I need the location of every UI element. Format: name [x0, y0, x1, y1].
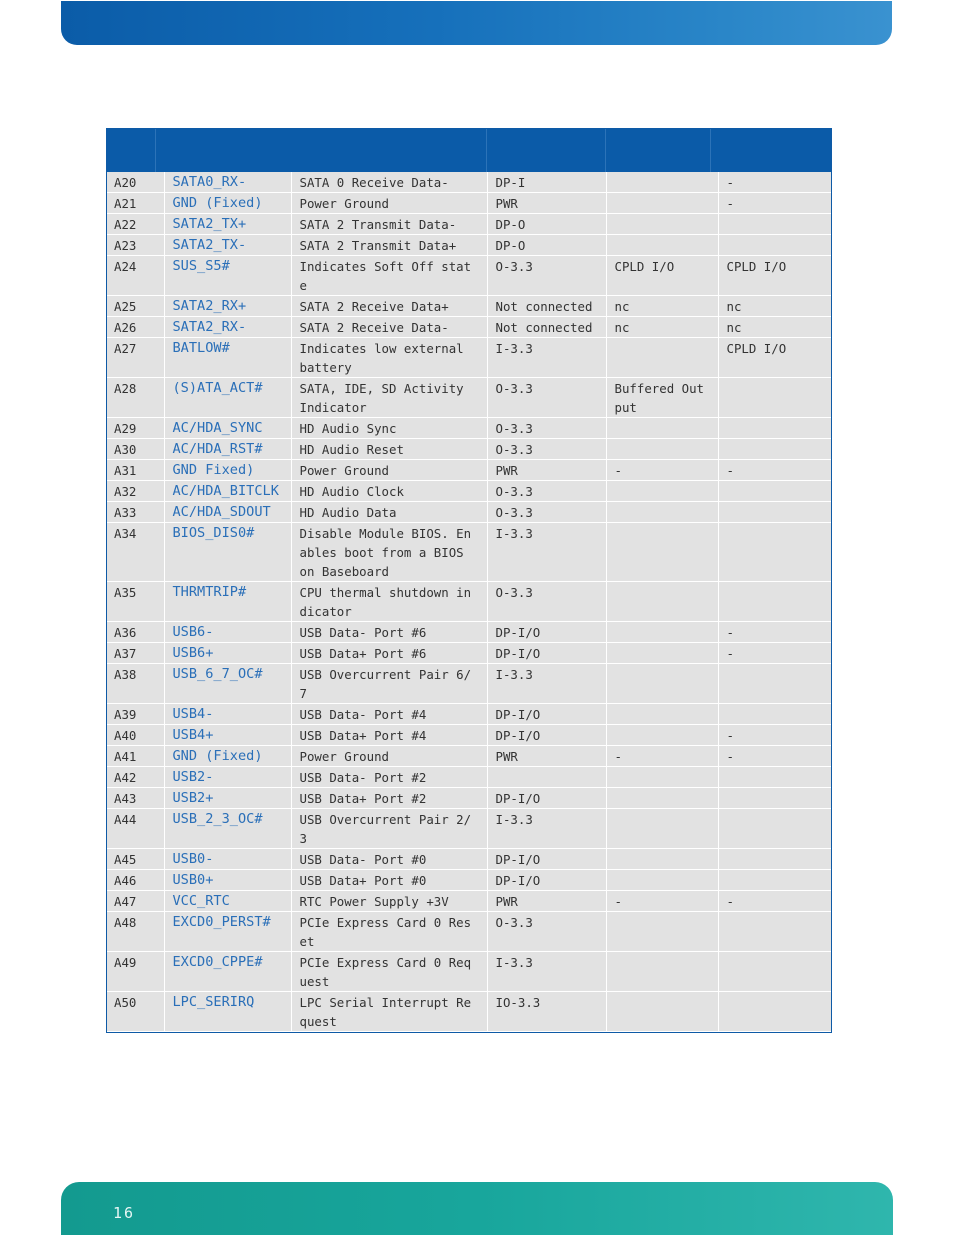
pin-cell: A31	[107, 460, 164, 481]
type-cell: O-3.3	[487, 439, 606, 460]
type-cell: DP-I/O	[487, 704, 606, 725]
col5-cell	[606, 523, 718, 582]
description-cell: Power Ground	[291, 460, 487, 481]
pin-cell: A37	[107, 643, 164, 664]
col6-cell: -	[718, 891, 831, 912]
col5-cell: Buffered Output	[606, 378, 718, 418]
signal-cell: BIOS_DIS0#	[164, 523, 291, 582]
table-row	[107, 891, 831, 912]
signal-cell: AC/HDA_SDOUT	[164, 502, 291, 523]
type-cell: I-3.3	[487, 952, 606, 992]
type-cell: PWR	[487, 891, 606, 912]
description-cell: USB Overcurrent Pair 2/3	[291, 809, 487, 849]
col6-cell	[718, 870, 831, 891]
col6-cell: -	[718, 622, 831, 643]
pin-cell: A44	[107, 809, 164, 849]
signal-cell: AC/HDA_SYNC	[164, 418, 291, 439]
col6-cell	[718, 582, 831, 622]
type-cell: I-3.3	[487, 523, 606, 582]
col6-cell: nc	[718, 296, 831, 317]
table-row	[107, 664, 831, 704]
pin-cell: A26	[107, 317, 164, 338]
description-cell: SATA 2 Receive Data+	[291, 296, 487, 317]
description-cell: RTC Power Supply +3V	[291, 891, 487, 912]
signal-cell: GND (Fixed)	[164, 193, 291, 214]
page-number: 16	[113, 1204, 136, 1222]
description-cell: USB Data+ Port #0	[291, 870, 487, 891]
type-cell: DP-I/O	[487, 849, 606, 870]
type-cell: O-3.3	[487, 582, 606, 622]
col5-cell: -	[606, 460, 718, 481]
table-row	[107, 725, 831, 746]
col6-cell	[718, 481, 831, 502]
signal-cell: USB_6_7_OC#	[164, 664, 291, 704]
signal-cell: EXCD0_PERST#	[164, 912, 291, 952]
description-cell: SATA 2 Receive Data-	[291, 317, 487, 338]
col5-cell	[606, 481, 718, 502]
signal-cell: USB0-	[164, 849, 291, 870]
pin-cell: A43	[107, 788, 164, 809]
signal-cell: USB6-	[164, 622, 291, 643]
type-cell: O-3.3	[487, 502, 606, 523]
pin-cell: A27	[107, 338, 164, 378]
type-cell: IO-3.3	[487, 992, 606, 1032]
table-row	[107, 952, 831, 992]
signal-cell: USB_2_3_OC#	[164, 809, 291, 849]
table-row	[107, 809, 831, 849]
col6-cell: -	[718, 193, 831, 214]
table-row	[107, 992, 831, 1032]
description-cell: USB Data+ Port #6	[291, 643, 487, 664]
pin-cell: A41	[107, 746, 164, 767]
signal-cell: THRMTRIP#	[164, 582, 291, 622]
header-cell-signal	[156, 129, 487, 172]
pin-cell: A20	[107, 172, 164, 193]
table-row	[107, 481, 831, 502]
col5-cell	[606, 704, 718, 725]
table-row	[107, 460, 831, 481]
type-cell: Not connected	[487, 317, 606, 338]
pinout-table	[106, 128, 832, 1033]
table-row	[107, 746, 831, 767]
footer-band	[61, 1182, 893, 1235]
col6-cell	[718, 767, 831, 788]
pin-cell: A45	[107, 849, 164, 870]
col6-cell: -	[718, 725, 831, 746]
signal-cell: SUS_S5#	[164, 256, 291, 296]
type-cell: DP-I	[487, 172, 606, 193]
description-cell: SATA 2 Transmit Data-	[291, 214, 487, 235]
pin-cell: A28	[107, 378, 164, 418]
table-row	[107, 439, 831, 460]
type-cell: DP-I/O	[487, 622, 606, 643]
type-cell: O-3.3	[487, 418, 606, 439]
description-cell: USB Data- Port #2	[291, 767, 487, 788]
description-cell: SATA, IDE, SD Activity Indicator	[291, 378, 487, 418]
col5-cell	[606, 622, 718, 643]
pin-cell: A47	[107, 891, 164, 912]
type-cell: DP-I/O	[487, 643, 606, 664]
description-cell: USB Data- Port #0	[291, 849, 487, 870]
col6-cell	[718, 788, 831, 809]
description-cell: LPC Serial Interrupt Request	[291, 992, 487, 1032]
pin-cell: A22	[107, 214, 164, 235]
col5-cell	[606, 664, 718, 704]
pin-cell: A50	[107, 992, 164, 1032]
pin-cell: A42	[107, 767, 164, 788]
col5-cell	[606, 582, 718, 622]
signal-cell: BATLOW#	[164, 338, 291, 378]
pin-cell: A24	[107, 256, 164, 296]
pin-cell: A40	[107, 725, 164, 746]
description-cell: Power Ground	[291, 746, 487, 767]
col6-cell: CPLD I/O	[718, 338, 831, 378]
signal-cell: USB2+	[164, 788, 291, 809]
col6-cell: -	[718, 172, 831, 193]
table-row	[107, 418, 831, 439]
pin-cell: A36	[107, 622, 164, 643]
signal-cell: USB6+	[164, 643, 291, 664]
description-cell: USB Data+ Port #2	[291, 788, 487, 809]
description-cell: HD Audio Sync	[291, 418, 487, 439]
table-row	[107, 378, 831, 418]
signal-cell: SATA2_RX+	[164, 296, 291, 317]
pin-cell: A29	[107, 418, 164, 439]
type-cell: O-3.3	[487, 256, 606, 296]
signal-cell: SATA2_TX-	[164, 235, 291, 256]
table-row	[107, 256, 831, 296]
col5-cell	[606, 214, 718, 235]
signal-cell: (S)ATA_ACT#	[164, 378, 291, 418]
col6-cell	[718, 664, 831, 704]
table-row	[107, 643, 831, 664]
description-cell: HD Audio Reset	[291, 439, 487, 460]
header-cell-pin	[107, 129, 156, 172]
table-row	[107, 235, 831, 256]
table-row	[107, 172, 831, 193]
type-cell: I-3.3	[487, 338, 606, 378]
pin-cell: A21	[107, 193, 164, 214]
description-cell: Indicates low external battery	[291, 338, 487, 378]
table-row	[107, 193, 831, 214]
signal-cell: SATA2_TX+	[164, 214, 291, 235]
pin-cell: A34	[107, 523, 164, 582]
table-row	[107, 704, 831, 725]
type-cell: O-3.3	[487, 481, 606, 502]
signal-cell: LPC_SERIRQ	[164, 992, 291, 1032]
col5-cell	[606, 809, 718, 849]
col6-cell	[718, 849, 831, 870]
col5-cell	[606, 725, 718, 746]
col5-cell	[606, 338, 718, 378]
type-cell: PWR	[487, 193, 606, 214]
table-header	[107, 129, 831, 172]
table-row	[107, 788, 831, 809]
pin-cell: A48	[107, 912, 164, 952]
col6-cell: nc	[718, 317, 831, 338]
col6-cell: -	[718, 643, 831, 664]
description-cell: SATA 0 Receive Data-	[291, 172, 487, 193]
signal-cell: USB4+	[164, 725, 291, 746]
type-cell: O-3.3	[487, 378, 606, 418]
col5-cell: -	[606, 746, 718, 767]
table-row	[107, 912, 831, 952]
col5-cell	[606, 992, 718, 1032]
col5-cell	[606, 418, 718, 439]
type-cell: Not connected	[487, 296, 606, 317]
table-row	[107, 849, 831, 870]
description-cell: USB Overcurrent Pair 6/7	[291, 664, 487, 704]
pin-cell: A49	[107, 952, 164, 992]
description-cell: USB Data+ Port #4	[291, 725, 487, 746]
type-cell: DP-I/O	[487, 725, 606, 746]
col6-cell	[718, 704, 831, 725]
pinout-table-body	[107, 172, 831, 1032]
col6-cell	[718, 992, 831, 1032]
col5-cell	[606, 643, 718, 664]
description-cell: Disable Module BIOS. Enables boot from a BIOS on Baseboard	[291, 523, 487, 582]
col6-cell	[718, 952, 831, 992]
col6-cell: -	[718, 460, 831, 481]
col6-cell	[718, 912, 831, 952]
type-cell: DP-I/O	[487, 870, 606, 891]
col5-cell	[606, 439, 718, 460]
pin-cell: A46	[107, 870, 164, 891]
col5-cell	[606, 767, 718, 788]
description-cell: SATA 2 Transmit Data+	[291, 235, 487, 256]
col5-cell: nc	[606, 317, 718, 338]
description-cell: HD Audio Data	[291, 502, 487, 523]
type-cell: PWR	[487, 746, 606, 767]
signal-cell: AC/HDA_BITCLK	[164, 481, 291, 502]
table-row	[107, 582, 831, 622]
header-cell-col5	[606, 129, 711, 172]
table-row	[107, 214, 831, 235]
pin-cell: A35	[107, 582, 164, 622]
signal-cell: GND (Fixed)	[164, 746, 291, 767]
col5-cell	[606, 870, 718, 891]
signal-cell: USB4-	[164, 704, 291, 725]
col6-cell	[718, 378, 831, 418]
pin-cell: A38	[107, 664, 164, 704]
col5-cell	[606, 502, 718, 523]
signal-cell: SATA2_RX-	[164, 317, 291, 338]
col6-cell	[718, 418, 831, 439]
signal-cell: USB2-	[164, 767, 291, 788]
pin-cell: A32	[107, 481, 164, 502]
signal-cell: GND Fixed)	[164, 460, 291, 481]
header-band	[61, 1, 892, 45]
pin-cell: A33	[107, 502, 164, 523]
table-row	[107, 523, 831, 582]
description-cell: USB Data- Port #6	[291, 622, 487, 643]
description-cell: PCIe Express Card 0 Request	[291, 952, 487, 992]
pin-cell: A25	[107, 296, 164, 317]
col5-cell: nc	[606, 296, 718, 317]
col5-cell: CPLD I/O	[606, 256, 718, 296]
type-cell: I-3.3	[487, 809, 606, 849]
table-row	[107, 338, 831, 378]
type-cell: O-3.3	[487, 912, 606, 952]
table-row	[107, 296, 831, 317]
type-cell: PWR	[487, 460, 606, 481]
description-cell: USB Data- Port #4	[291, 704, 487, 725]
table-row	[107, 317, 831, 338]
type-cell: I-3.3	[487, 664, 606, 704]
type-cell: DP-O	[487, 214, 606, 235]
table-row	[107, 502, 831, 523]
col6-cell	[718, 502, 831, 523]
description-cell: Indicates Soft Off state	[291, 256, 487, 296]
col5-cell	[606, 788, 718, 809]
description-cell: HD Audio Clock	[291, 481, 487, 502]
table-row	[107, 767, 831, 788]
col6-cell	[718, 235, 831, 256]
description-cell: CPU thermal shutdown indicator	[291, 582, 487, 622]
col6-cell	[718, 523, 831, 582]
col5-cell	[606, 193, 718, 214]
signal-cell: USB0+	[164, 870, 291, 891]
col5-cell: -	[606, 891, 718, 912]
col6-cell	[718, 809, 831, 849]
col6-cell: -	[718, 746, 831, 767]
col6-cell: CPLD I/O	[718, 256, 831, 296]
col5-cell	[606, 849, 718, 870]
col5-cell	[606, 952, 718, 992]
table-row	[107, 622, 831, 643]
description-cell: PCIe Express Card 0 Reset	[291, 912, 487, 952]
table-row	[107, 870, 831, 891]
header-cell-type	[487, 129, 606, 172]
pin-cell: A23	[107, 235, 164, 256]
pin-cell: A39	[107, 704, 164, 725]
type-cell: DP-O	[487, 235, 606, 256]
col5-cell	[606, 172, 718, 193]
description-cell: Power Ground	[291, 193, 487, 214]
col5-cell	[606, 912, 718, 952]
type-cell: DP-I/O	[487, 788, 606, 809]
signal-cell: SATA0_RX-	[164, 172, 291, 193]
signal-cell: EXCD0_CPPE#	[164, 952, 291, 992]
col6-cell	[718, 439, 831, 460]
type-cell	[487, 767, 606, 788]
col6-cell	[718, 214, 831, 235]
signal-cell: AC/HDA_RST#	[164, 439, 291, 460]
col5-cell	[606, 235, 718, 256]
signal-cell: VCC_RTC	[164, 891, 291, 912]
pin-cell: A30	[107, 439, 164, 460]
